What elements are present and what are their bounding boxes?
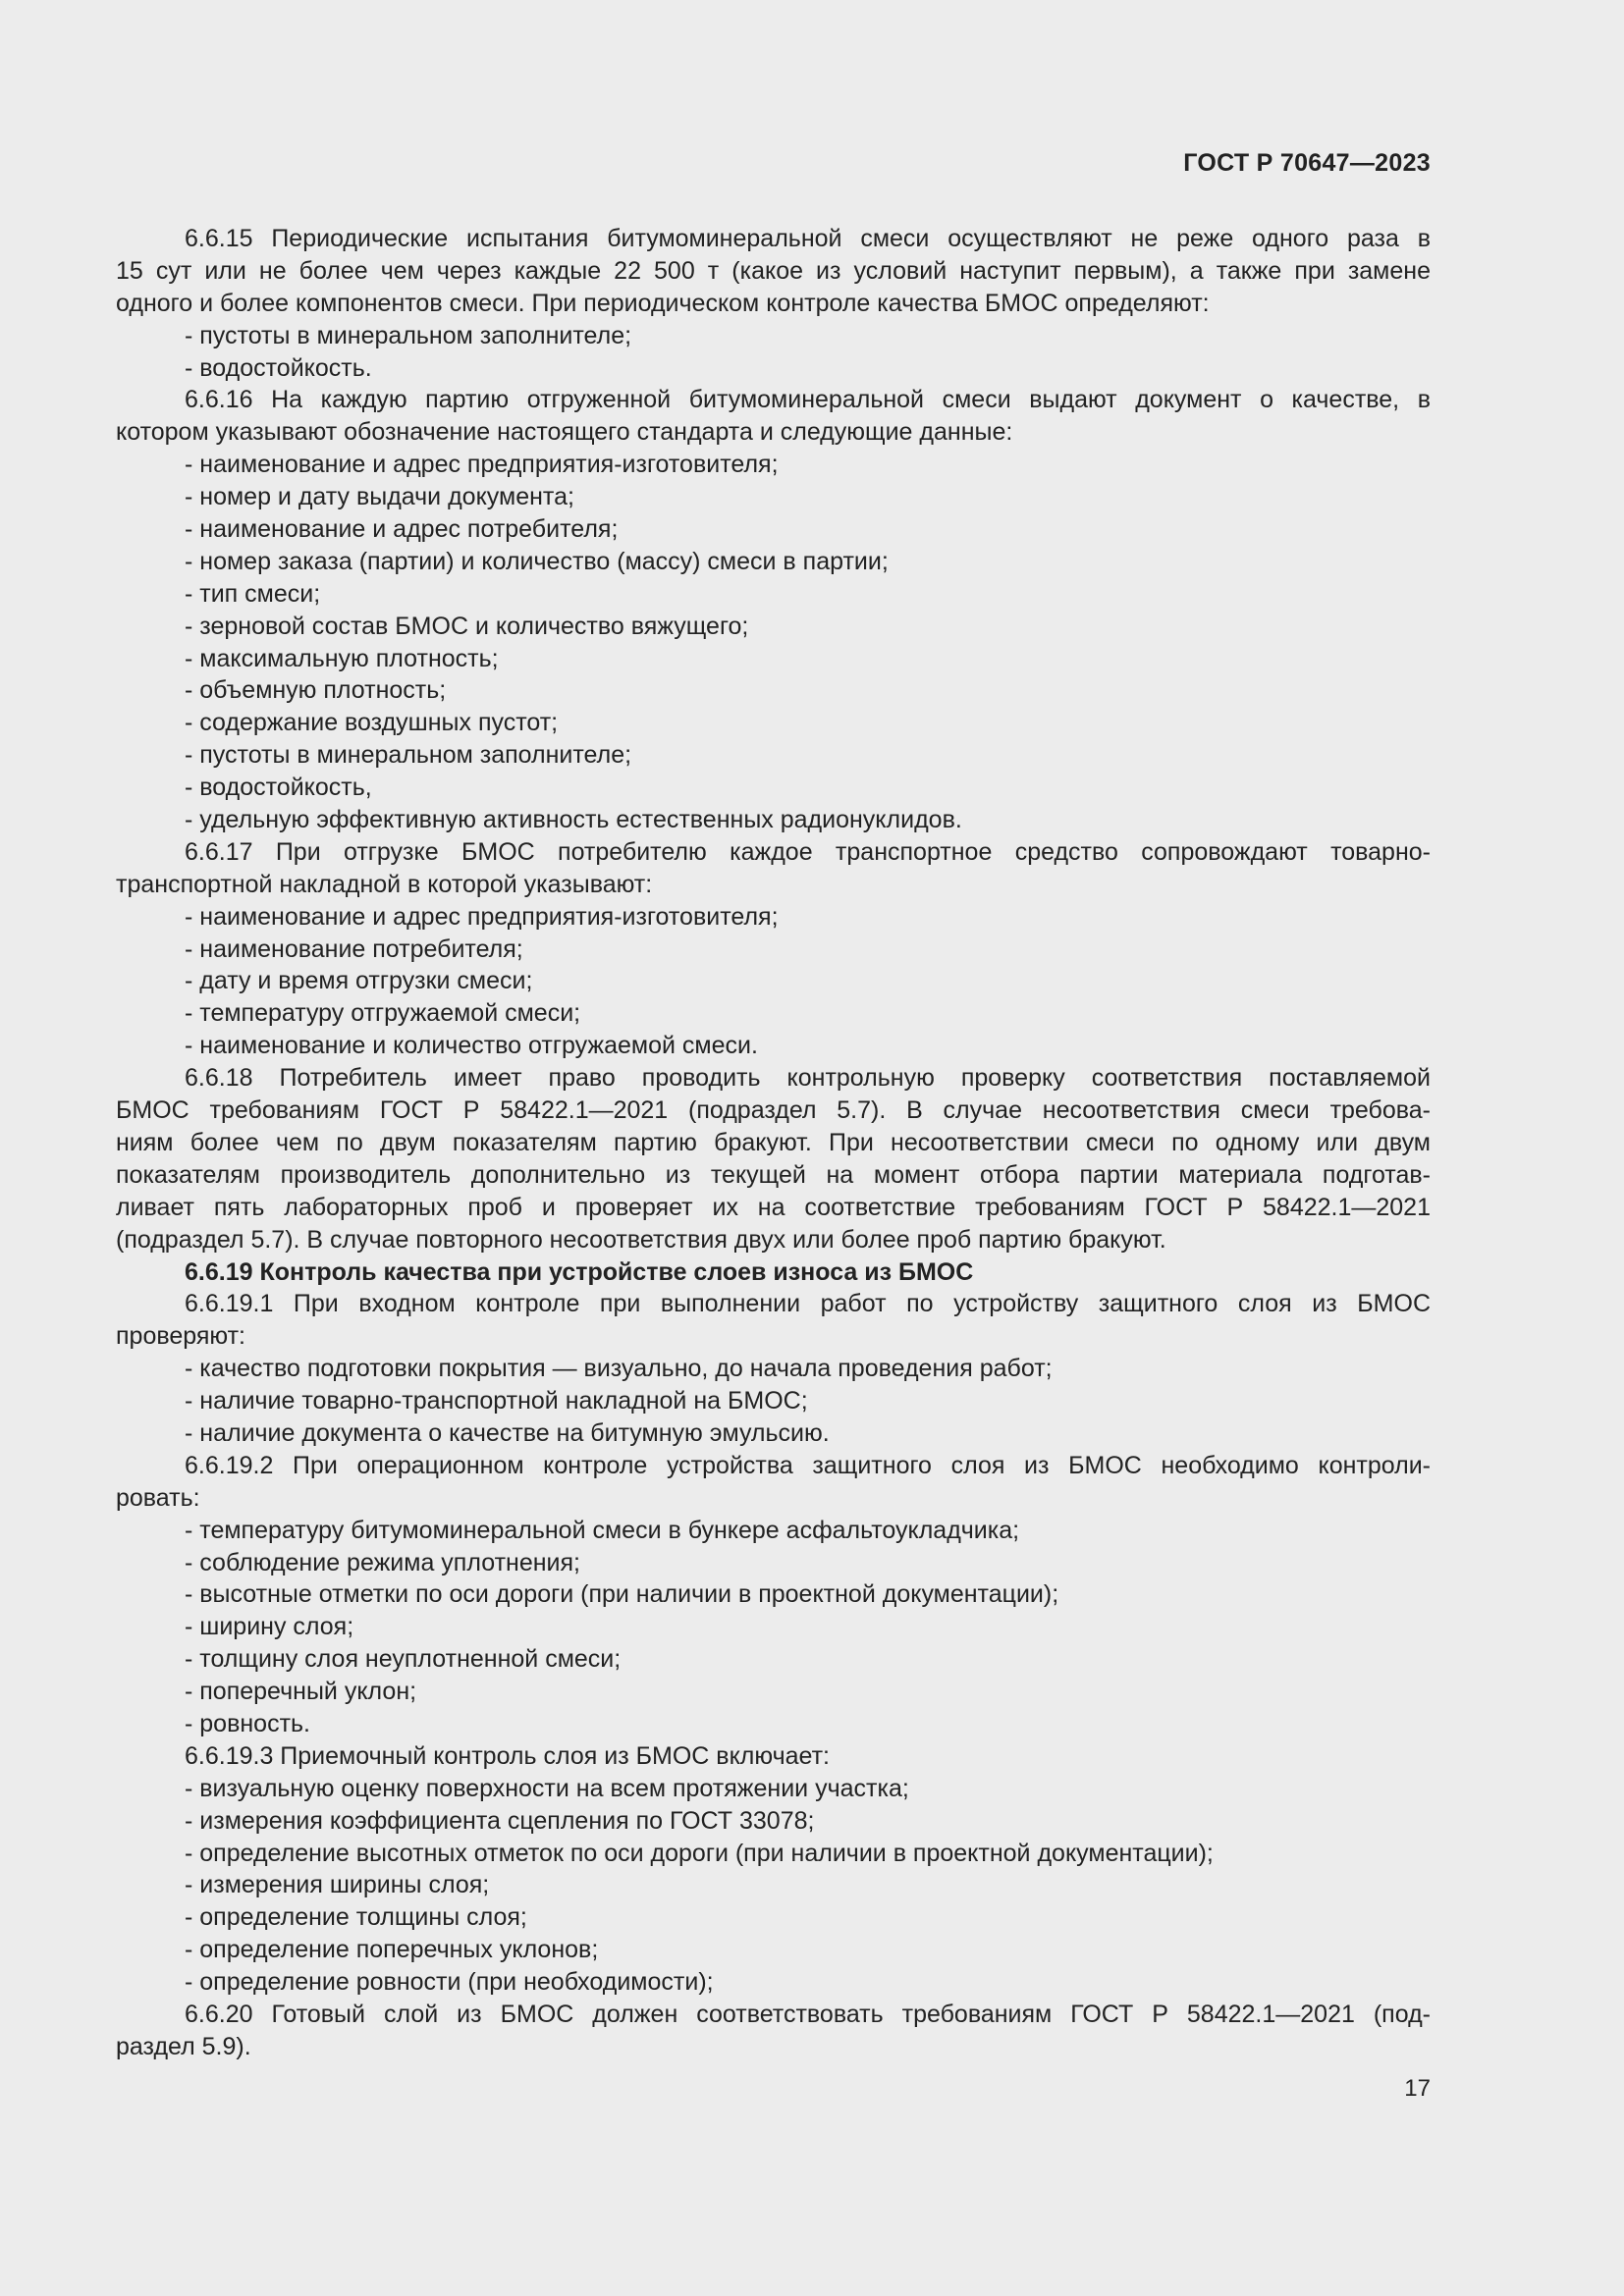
list-item: - наименование и адрес предприятия-изготовителя; (185, 451, 779, 479)
list-item: - дату и время отгрузки смеси; (185, 967, 533, 995)
list-item: - содержание воздушных пустот; (185, 709, 559, 737)
list-item: - водостойкость, (185, 774, 372, 802)
list-item: - определение ровности (при необходимости); (185, 1968, 714, 1997)
list-item: - максимальную плотность; (185, 644, 499, 672)
list-item: - наименование потребителя; (185, 934, 523, 963)
text-line: ниям более чем по двум показателям партию бракуют. При несоответствии смеси по одному или двум (116, 1128, 1431, 1156)
clause-paragraph: 6.6.16 На каждую партию отгруженной битумоминеральной смеси выдают документ о качестве, в (185, 386, 1431, 414)
list-item: - качество подготовки покрытия — визуально, до начала проведения работ; (185, 1355, 1053, 1383)
clause-paragraph: 6.6.20 Готовый слой из БМОС должен соответствовать требованиям ГОСТ Р 58422.1—2021 (под- (185, 2000, 1431, 2028)
list-item: - толщину слоя неуплотненной смеси; (185, 1645, 622, 1674)
text-line: котором указывают обозначение настоящего стандарта и следующие данные: (116, 418, 1013, 447)
section-heading: 6.6.19 Контроль качества при устройстве слоев износа из БМОС (185, 1257, 974, 1286)
list-item: - соблюдение режима уплотнения; (185, 1548, 580, 1576)
list-item: - номер заказа (партии) и количество (массу) смеси в партии; (185, 547, 889, 575)
list-item: - номер и дату выдачи документа; (185, 483, 574, 511)
standard-code-header: ГОСТ Р 70647—2023 (1183, 149, 1431, 177)
list-item: - удельную эффективную активность естественных радионуклидов. (185, 806, 962, 834)
text-line: проверяют: (116, 1322, 246, 1351)
clause-paragraph: 6.6.15 Периодические испытания битумоминеральной смеси осуществляют не реже одного раза в (185, 225, 1431, 252)
list-item: - ширину слоя; (185, 1613, 354, 1641)
clause-paragraph: 6.6.18 Потребитель имеет право проводить контрольную проверку соответствия поставляемой (185, 1064, 1431, 1093)
list-item: - ровность. (185, 1709, 310, 1737)
clause-paragraph: 6.6.19.1 При входном контроле при выполнении работ по устройству защитного слоя из БМОС (185, 1290, 1431, 1318)
list-item: - визуальную оценку поверхности на всем протяжении участка; (185, 1774, 909, 1802)
document-body (116, 223, 1431, 2063)
page-number: 17 (1404, 2075, 1431, 2102)
list-item: - определение толщины слоя; (185, 1903, 527, 1932)
list-item: - температуру отгружаемой смеси; (185, 999, 581, 1028)
list-item: - водостойкость. (185, 353, 372, 382)
list-item: - определение высотных отметок по оси дороги (при наличии в проектной документации); (185, 1839, 1214, 1867)
list-item: - температуру битумоминеральной смеси в бункере асфальтоукладчика; (185, 1516, 1020, 1544)
clause-paragraph: 6.6.17 При отгрузке БМОС потребителю каждое транспортное средство сопровождают товарно- (185, 837, 1431, 866)
list-item: - наименование и количество отгружаемой смеси. (185, 1032, 758, 1060)
list-item: - зерновой состав БМОС и количество вяжущего; (185, 612, 749, 640)
text-line: показателям производитель дополнительно из текущей на момент отбора партии материала подготав- (116, 1160, 1431, 1189)
text-line: одного и более компонентов смеси. При периодическом контроле качества БМОС определяют: (116, 289, 1210, 317)
text-line: раздел 5.9). (116, 2032, 251, 2060)
list-item: - наличие документа о качестве на битумную эмульсию. (185, 1418, 830, 1447)
list-item: - наименование и адрес потребителя; (185, 515, 619, 544)
text-line: (подраздел 5.7). В случае повторного несоответствия двух или более проб партию бракуют. (116, 1225, 1166, 1254)
list-item: - высотные отметки по оси дороги (при наличии в проектной документации); (185, 1580, 1059, 1609)
text-line: транспортной накладной в которой указывают: (116, 870, 653, 898)
list-item: - пустоты в минеральном заполнителе; (185, 321, 632, 349)
text-line: 15 сут или не более чем через каждые 22 500 т (какое из условий наступит первым), а также при замене (116, 256, 1431, 285)
list-item: - пустоты в минеральном заполнителе; (185, 741, 632, 770)
text-line: ливает пять лабораторных проб и проверяет их на соответствие требованиям ГОСТ Р 58422.1—2021 (116, 1193, 1431, 1221)
list-item: - измерения коэффициента сцепления по ГОСТ 33078; (185, 1806, 815, 1835)
list-item: - определение поперечных уклонов; (185, 1936, 599, 1964)
clause-paragraph: 6.6.19.3 Приемочный контроль слоя из БМОС включает: (185, 1741, 830, 1770)
text-line: ровать: (116, 1483, 200, 1512)
list-item: - наличие товарно-транспортной накладной на БМОС; (185, 1387, 808, 1415)
list-item: - измерения ширины слоя; (185, 1871, 490, 1899)
list-item: - тип смеси; (185, 579, 321, 608)
text-line: БМОС требованиям ГОСТ Р 58422.1—2021 (подраздел 5.7). В случае несоответствия смеси требова- (116, 1096, 1431, 1125)
list-item: - наименование и адрес предприятия-изготовителя; (185, 902, 779, 931)
list-item: - поперечный уклон; (185, 1678, 417, 1706)
clause-paragraph: 6.6.19.2 При операционном контроле устройства защитного слоя из БМОС необходимо контроли- (185, 1451, 1431, 1479)
list-item: - объемную плотность; (185, 676, 447, 705)
